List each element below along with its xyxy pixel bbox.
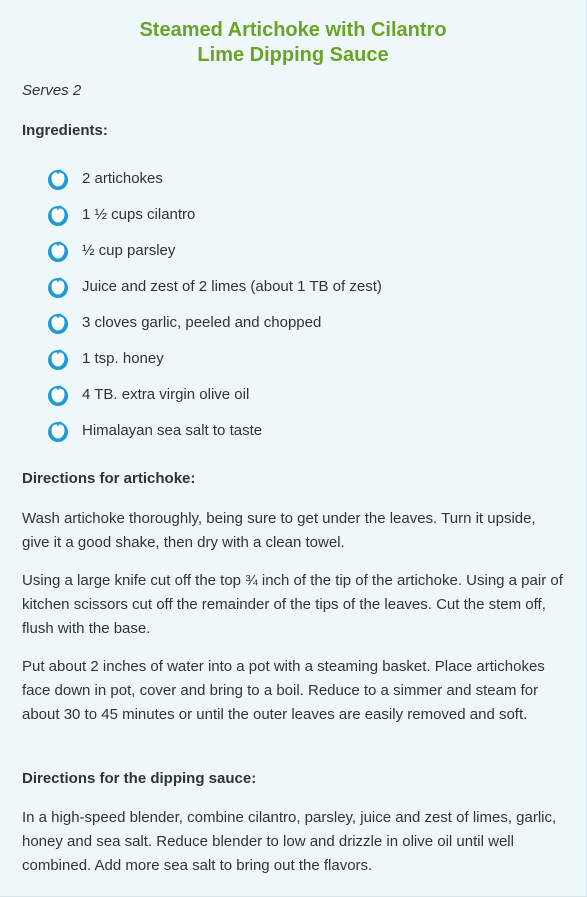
ingredient-item: [47, 384, 382, 420]
serves-text: Serves 2: [22, 82, 82, 99]
ingredient-item: [47, 204, 382, 240]
artichoke-directions-heading: Directions for artichoke:: [22, 470, 196, 487]
apple-icon: [47, 204, 69, 226]
recipe-title: [0, 0, 586, 68]
artichoke-step-2: Using a large knife cut off the top ¾ inch of the tip of the artichoke. Using a pair of kitchen scissors cut off the remainder of the tips of the leaves. Cut the stem off, flush with the base.: [22, 572, 563, 637]
recipe-title-line-1: Steamed Artichoke with Cilantro: [139, 19, 447, 41]
ingredient-text: 3 cloves garlic, peeled and chopped: [82, 314, 322, 331]
ingredient-text: Juice and zest of 2 limes (about 1 TB of zest): [82, 278, 382, 295]
apple-icon: [47, 384, 69, 406]
sauce-directions-heading: Directions for the dipping sauce:: [22, 770, 257, 787]
ingredients-heading: Ingredients:: [22, 122, 108, 139]
recipe-title-line-2: Lime Dipping Sauce: [197, 44, 389, 66]
ingredient-item: [47, 168, 382, 204]
ingredient-text: 1 tsp. honey: [82, 350, 164, 367]
apple-icon: [47, 420, 69, 442]
artichoke-step-3: Put about 2 inches of water into a pot with a steaming basket. Place artichokes face down in pot, cover and bring to a boil. Reduce to a simmer and steam for about 30 to 45 minutes or until the outer leaves are easily removed and soft.: [22, 658, 545, 723]
apple-icon: [47, 348, 69, 370]
ingredient-text: ½ cup parsley: [82, 242, 176, 259]
ingredients-list: [47, 168, 382, 456]
apple-icon: [47, 168, 69, 190]
sauce-step-1: In a high-speed blender, combine cilantro, parsley, juice and zest of limes, garlic, honey and sea salt. Reduce blender to low and drizzle in olive oil until well combined. Add more sea salt to bring out the flavors.: [22, 809, 557, 874]
apple-icon: [47, 312, 69, 334]
ingredient-text: 2 artichokes: [82, 170, 163, 187]
apple-icon: [47, 276, 69, 298]
ingredient-text: Himalayan sea salt to taste: [82, 422, 263, 439]
ingredient-item: [47, 276, 382, 312]
apple-icon: [47, 240, 69, 262]
ingredient-text: 4 TB. extra virgin olive oil: [82, 386, 250, 403]
ingredient-item: [47, 312, 382, 348]
ingredient-item: [47, 240, 382, 276]
ingredient-item: [47, 420, 382, 456]
ingredient-text: 1 ½ cups cilantro: [82, 206, 196, 223]
ingredient-item: [47, 348, 382, 384]
artichoke-step-1: Wash artichoke thoroughly, being sure to get under the leaves. Turn it upside, give it a good shake, then dry with a clean towel.: [22, 510, 536, 551]
